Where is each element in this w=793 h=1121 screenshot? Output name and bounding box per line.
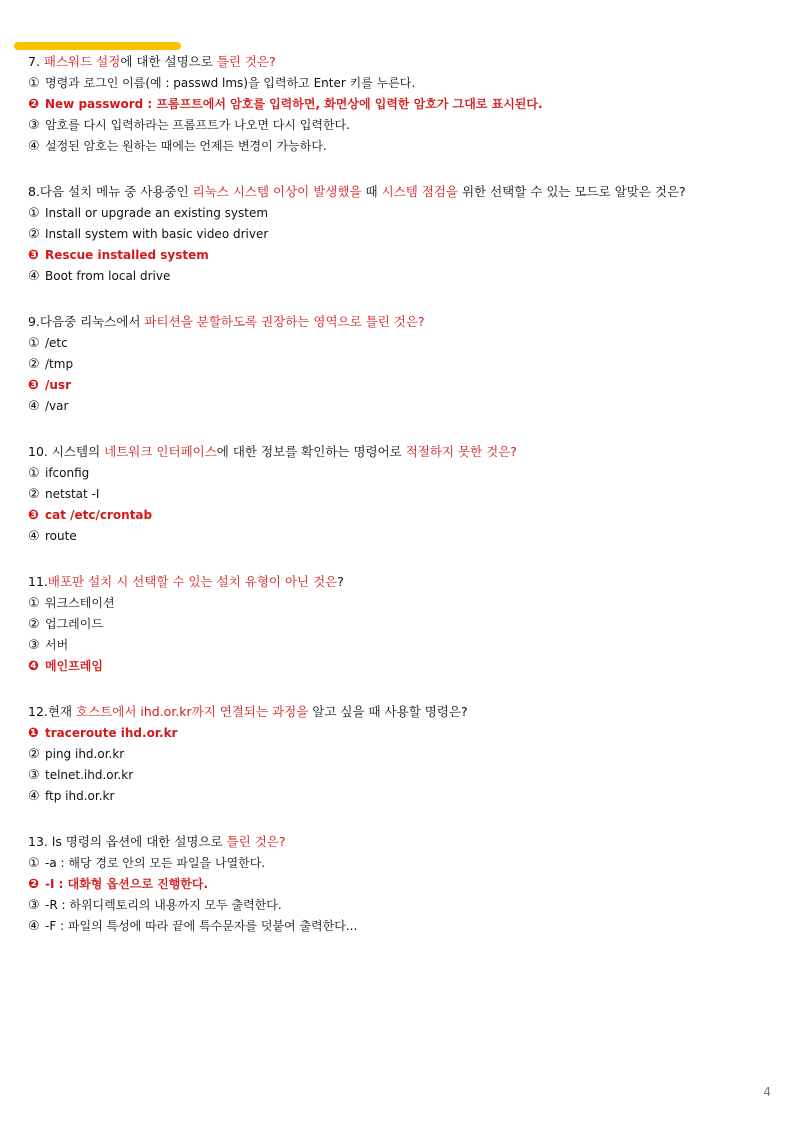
option-text: ping ihd.or.kr [45, 747, 125, 761]
option-text: 메인프레임 [45, 659, 103, 673]
option-number: ① [28, 76, 40, 91]
option-number: ① [28, 336, 40, 351]
option-text: /var [45, 399, 69, 413]
question-text: 알고 싶을 때 사용할 명령은? [308, 704, 468, 719]
option-text: 암호를 다시 입력하라는 프롬프트가 나오면 다시 입력한다. [45, 118, 350, 132]
answer-option [28, 94, 758, 115]
option [28, 614, 758, 635]
question-text: 12.현재 [28, 704, 77, 719]
option-number: ④ [28, 529, 40, 544]
question-keyword: 리눅스 시스템 이상이 발생했을 [192, 184, 362, 199]
question-keyword: 배포판 설치 시 선택할 수 있는 설치 유형이 아닌 것은 [47, 574, 338, 589]
option-number: ② [28, 487, 40, 502]
question-block [28, 442, 758, 547]
option-number: ③ [28, 768, 40, 783]
option-number: ❸ [28, 508, 40, 523]
question-list [28, 52, 758, 962]
option-text: Install or upgrade an existing system [45, 206, 269, 220]
option-number: ❷ [28, 877, 40, 892]
option [28, 765, 758, 786]
answer-option [28, 723, 758, 744]
option-text: New password : 프롬프트에서 암호를 입력하면, 화면상에 입력한 암호가 그대로 표시된다. [45, 97, 543, 111]
option-number: ① [28, 466, 40, 481]
option-text: 워크스테이션 [45, 596, 115, 610]
question-text: 8.다음 설치 메뉴 중 사용중인 [28, 184, 193, 199]
option [28, 203, 758, 224]
option-text: 명령과 로그인 이름(예 : passwd lms)을 입력하고 Enter 키를 누른다. [45, 76, 416, 90]
option-number: ① [28, 596, 40, 611]
option-number: ③ [28, 898, 40, 913]
option-number: ④ [28, 269, 40, 284]
question-keyword: 적절하지 못한 것은? [405, 444, 517, 459]
question-title [28, 442, 758, 461]
question-block [28, 312, 758, 417]
option [28, 115, 758, 136]
question-block [28, 52, 758, 157]
question-title [28, 572, 758, 591]
option-number: ① [28, 206, 40, 221]
option [28, 396, 758, 417]
option-text: ftp ihd.or.kr [45, 789, 115, 803]
option-text: /usr [45, 378, 71, 392]
question-keyword: 패스워드 설정 [43, 54, 121, 69]
option-text: -F : 파일의 특성에 따라 끝에 특수문자를 덧붙여 출력한다... [45, 919, 358, 933]
option-number: ❷ [28, 97, 40, 112]
option-number: ② [28, 747, 40, 762]
question-text: ? [337, 574, 344, 589]
option-number: ④ [28, 399, 40, 414]
option-number: ④ [28, 919, 40, 934]
question-text: 10. 시스템의 [28, 444, 105, 459]
option-text: 서버 [45, 638, 69, 652]
question-text: 13. ls 명령의 옵션에 대한 설명으로 [28, 834, 227, 849]
option [28, 333, 758, 354]
question-title [28, 52, 758, 71]
option-number: ① [28, 856, 40, 871]
answer-option [28, 245, 758, 266]
option-number: ③ [28, 118, 40, 133]
highlight-bar [14, 42, 181, 50]
option [28, 266, 758, 287]
question-block [28, 702, 758, 807]
question-keyword: 네트워크 인터페이스 [104, 444, 217, 459]
question-text: 위한 선택할 수 있는 모드로 알맞은 것은? [458, 184, 686, 199]
option [28, 744, 758, 765]
option [28, 786, 758, 807]
question-text: 7. [28, 54, 44, 69]
question-keyword: 시스템 점검을 [381, 184, 458, 199]
question-keyword: 호스트에서 ihd.or.kr까지 연결되는 과정을 [76, 704, 309, 719]
option-text: /etc [45, 336, 68, 350]
option-text: 설정된 암호는 원하는 때에는 언제든 변경이 가능하다. [45, 139, 327, 153]
option [28, 354, 758, 375]
question-title [28, 182, 758, 201]
answer-option [28, 505, 758, 526]
question-block [28, 832, 758, 937]
question-title [28, 832, 758, 851]
option [28, 224, 758, 245]
answer-option [28, 375, 758, 396]
page-number: 4 [763, 1085, 771, 1099]
option-number: ❸ [28, 248, 40, 263]
question-title [28, 702, 758, 721]
option-text: /tmp [45, 357, 74, 371]
option-text: netstat -I [45, 487, 100, 501]
option-text: -I : 대화형 옵션으로 진행한다. [45, 877, 209, 891]
question-block [28, 572, 758, 677]
option [28, 136, 758, 157]
option [28, 526, 758, 547]
option-number: ④ [28, 139, 40, 154]
question-keyword: 틀린 것은? [226, 834, 286, 849]
option-number: ② [28, 357, 40, 372]
option-text: telnet.ihd.or.kr [45, 768, 134, 782]
answer-option [28, 656, 758, 677]
option-text: Boot from local drive [45, 269, 171, 283]
option-number: ② [28, 227, 40, 242]
option-text: ifconfig [45, 466, 90, 480]
answer-option [28, 874, 758, 895]
option-number: ❶ [28, 726, 40, 741]
option [28, 463, 758, 484]
question-keyword: 틀린 것은? [216, 54, 276, 69]
question-text: 에 대한 정보를 확인하는 명령어로 [216, 444, 406, 459]
option-text: 업그레이드 [45, 617, 103, 631]
option-text: Rescue installed system [45, 248, 209, 262]
option-number: ④ [28, 789, 40, 804]
option-text: traceroute ihd.or.kr [45, 726, 178, 740]
option-text: Install system with basic video driver [45, 227, 269, 241]
question-text: 에 대한 설명으로 [120, 54, 217, 69]
option-text: -a : 해당 경로 안의 모든 파일을 나열한다. [45, 856, 266, 870]
option [28, 895, 758, 916]
option [28, 916, 758, 937]
option-number: ❸ [28, 378, 40, 393]
option-text: -R : 하위디렉토리의 내용까지 모두 출력한다. [45, 898, 282, 912]
question-text: 때 [361, 184, 382, 199]
question-keyword: 파티션을 분할하도록 권장하는 영역으로 틀린 것은? [144, 314, 425, 329]
option-text: route [45, 529, 77, 543]
option [28, 853, 758, 874]
option [28, 635, 758, 656]
option [28, 73, 758, 94]
question-text: 9.다음중 리눅스에서 [28, 314, 145, 329]
question-text: 11. [28, 574, 48, 589]
question-block [28, 182, 758, 287]
question-title [28, 312, 758, 331]
option [28, 593, 758, 614]
option-number: ③ [28, 638, 40, 653]
option-number: ❹ [28, 659, 40, 674]
option [28, 484, 758, 505]
option-number: ② [28, 617, 40, 632]
option-text: cat /etc/crontab [45, 508, 153, 522]
